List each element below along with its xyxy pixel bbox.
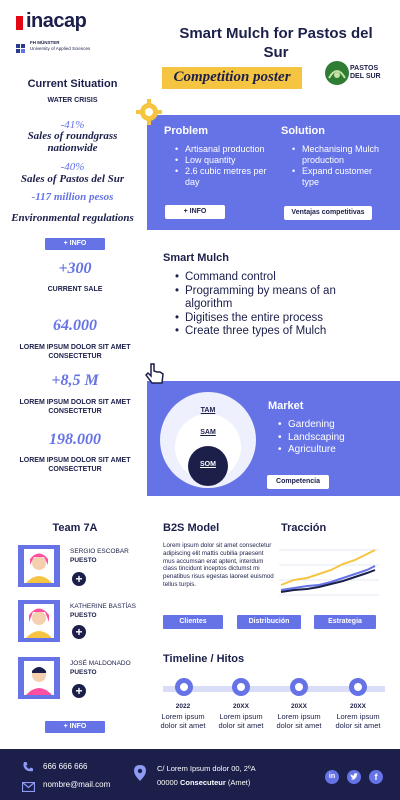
- solution-title: Solution: [281, 125, 325, 137]
- problem-list: [173, 144, 275, 188]
- timeline-text: Lorem ipsum dolor sit amet: [276, 712, 322, 730]
- member-role: PUESTO: [70, 669, 97, 676]
- traccion-chart: [279, 540, 379, 602]
- page-title: Smart Mulch for Pastos del Sur: [179, 25, 373, 61]
- kpi3-label: LOREM IPSUM DOLOR SIT AMET CONSECTETUR: [19, 399, 131, 415]
- timeline-text: Lorem ipsum dolor sit amet: [218, 712, 264, 730]
- ventajas-button[interactable]: Ventajas competitivas: [284, 206, 372, 220]
- kpi1-value: +300: [58, 260, 92, 277]
- team-member: [18, 545, 143, 590]
- market-item: • Gardening: [276, 419, 386, 432]
- member-name: KATHERINE BASTÍAS: [70, 603, 136, 610]
- avatar: [18, 545, 60, 587]
- footer-email[interactable]: nombre@mail.com: [43, 780, 111, 789]
- solution-item: • Expand customer type: [290, 166, 390, 188]
- timeline-text: Lorem ipsum dolor sit amet: [335, 712, 381, 730]
- kpi4-label: LOREM IPSUM DOLOR SIT AMET CONSECTETUR: [19, 457, 131, 473]
- add-member-icon[interactable]: +: [72, 684, 86, 698]
- member-name: SERGIO ESCOBAR: [70, 548, 129, 555]
- footer-country: (Amet): [227, 778, 251, 787]
- twitter-icon[interactable]: [347, 770, 361, 784]
- solution-list: [290, 144, 390, 188]
- avatar: [18, 657, 60, 699]
- footer-address-line1: C/ Lorem Ipsum dolor 00, 2ºA: [157, 764, 256, 773]
- market-item: • Landscaping: [276, 432, 386, 445]
- avatar: [18, 600, 60, 642]
- add-member-icon[interactable]: +: [72, 625, 86, 639]
- timeline-point: [213, 678, 269, 738]
- timeline-dot[interactable]: [290, 678, 308, 696]
- timeline-year: 20XX: [233, 703, 249, 710]
- member-name: JOSÉ MALDONADO: [70, 660, 131, 667]
- stat1-percent: -41%: [60, 119, 85, 131]
- sam-label: SAM: [200, 429, 216, 436]
- inacap-logo: [16, 12, 96, 34]
- stat1-text: Sales of roundgrass nationwide: [27, 130, 118, 154]
- current-situation-heading: Current Situation: [27, 78, 118, 90]
- tab-clientes[interactable]: Clientes: [163, 615, 223, 629]
- mail-icon: [22, 779, 35, 789]
- linkedin-icon[interactable]: in: [325, 770, 339, 784]
- team-info-button[interactable]: + INFO: [45, 721, 105, 733]
- kpi4-value: 198.000: [49, 431, 101, 448]
- stat3-value: -117 million pesos: [31, 191, 114, 203]
- kpi2-label: LOREM IPSUM DOLOR SIT AMET CONSECTETUR: [19, 344, 131, 360]
- pastos-logo-icon: [324, 60, 350, 86]
- problem-item: • 2.6 cubic metres per day: [173, 166, 275, 188]
- timeline-dot[interactable]: [349, 678, 367, 696]
- problem-item: • Low quantity: [173, 155, 275, 166]
- traccion-title: Tracción: [281, 522, 327, 534]
- b2s-body: Lorem ipsum dolor sit amet consectetur adipiscing elit mattis cubilia praesent mus accumsan erat aptent, interdum class tincidunt inceptos dictumst mi penatibus risus egestas laoreet euismod tellus turpis.: [163, 542, 274, 588]
- pastos-logo-line1: PASTOS: [350, 65, 379, 72]
- timeline-point: [271, 678, 327, 738]
- inacap-logo-text: inacap: [26, 10, 87, 32]
- facebook-icon[interactable]: f: [369, 770, 383, 784]
- problem-title: Problem: [164, 125, 209, 137]
- kpi1-label: CURRENT SALE: [47, 286, 103, 293]
- water-crisis-label: WATER CRISIS: [47, 97, 98, 104]
- competition-label: Competition poster: [173, 69, 291, 85]
- team-member: [18, 657, 143, 702]
- smart-mulch-item: • Digitises the entire process: [173, 312, 378, 326]
- kpi3-value: +8,5 M: [51, 372, 99, 389]
- team-title: Team 7A: [52, 522, 98, 534]
- market-list: [276, 419, 386, 457]
- smart-mulch-item: • Command control: [173, 271, 378, 285]
- stat2-text: Sales of Pastos del Sur: [20, 173, 125, 185]
- traccion-series-light: [281, 566, 375, 590]
- footer-address-line2: [157, 778, 250, 787]
- solution-item: • Mechanising Mulch production: [290, 144, 390, 166]
- timeline-title: Timeline / Hitos: [163, 653, 245, 665]
- member-role: PUESTO: [70, 557, 97, 564]
- pointer-hand-icon: [143, 362, 167, 386]
- fh-logo-line1: FH MÜNSTER: [30, 40, 60, 45]
- footer-zip: 00000: [157, 778, 178, 787]
- stat2-percent: -40%: [60, 161, 85, 173]
- timeline-dot[interactable]: [175, 678, 193, 696]
- add-member-icon[interactable]: +: [72, 572, 86, 586]
- kpi2-value: 64.000: [53, 317, 97, 334]
- problem-item: • Artisanal production: [173, 144, 275, 155]
- tab-estrategia[interactable]: Estrategia: [314, 615, 376, 629]
- footer-city: Consecuteur: [179, 778, 226, 787]
- fh-munster-logo: [16, 40, 106, 54]
- footer: [0, 749, 400, 800]
- pastos-del-sur-logo: [324, 56, 382, 92]
- footer-phone[interactable]: 666 666 666: [43, 762, 88, 771]
- pastos-logo-line2: DEL SUR: [350, 73, 381, 80]
- timeline-text: Lorem ipsum dolor sit amet: [160, 712, 206, 730]
- phone-icon: [22, 760, 34, 772]
- inacap-logo-mark: [16, 16, 23, 30]
- tab-distribucion[interactable]: Distribución: [237, 615, 301, 629]
- regulations-text: Environmental regulations: [11, 212, 134, 224]
- market-item: • Agriculture: [276, 444, 386, 457]
- smart-mulch-item: • Create three types of Mulch: [173, 325, 378, 339]
- b2s-title: B2S Model: [163, 522, 220, 534]
- smart-mulch-list: [173, 271, 378, 339]
- location-pin-icon: [134, 765, 146, 781]
- tam-label: TAM: [200, 407, 216, 414]
- competition-badge: [162, 67, 302, 89]
- timeline-year: 20XX: [291, 703, 307, 710]
- som-label: SOM: [200, 461, 216, 468]
- problem-info-button[interactable]: + INFO: [165, 205, 225, 219]
- gear-icon: [136, 99, 162, 125]
- smart-mulch-title: Smart Mulch: [163, 252, 230, 264]
- market-circles: [160, 392, 256, 488]
- timeline-year: 2022: [175, 703, 191, 710]
- team-member: [18, 600, 143, 645]
- member-role: PUESTO: [70, 612, 97, 619]
- smart-mulch-item: • Programming by means of an algorithm: [173, 285, 378, 312]
- timeline-year: 20XX: [350, 703, 366, 710]
- timeline-dot[interactable]: [232, 678, 250, 696]
- fh-logo-mark: [16, 41, 26, 51]
- timeline-point: [155, 678, 211, 738]
- market-title: Market: [268, 400, 304, 412]
- left-info-button[interactable]: + INFO: [45, 238, 105, 250]
- competencia-button[interactable]: Competencia: [267, 475, 329, 489]
- fh-logo-line2: University of Applied Sciences: [30, 46, 91, 51]
- timeline-point: [330, 678, 386, 738]
